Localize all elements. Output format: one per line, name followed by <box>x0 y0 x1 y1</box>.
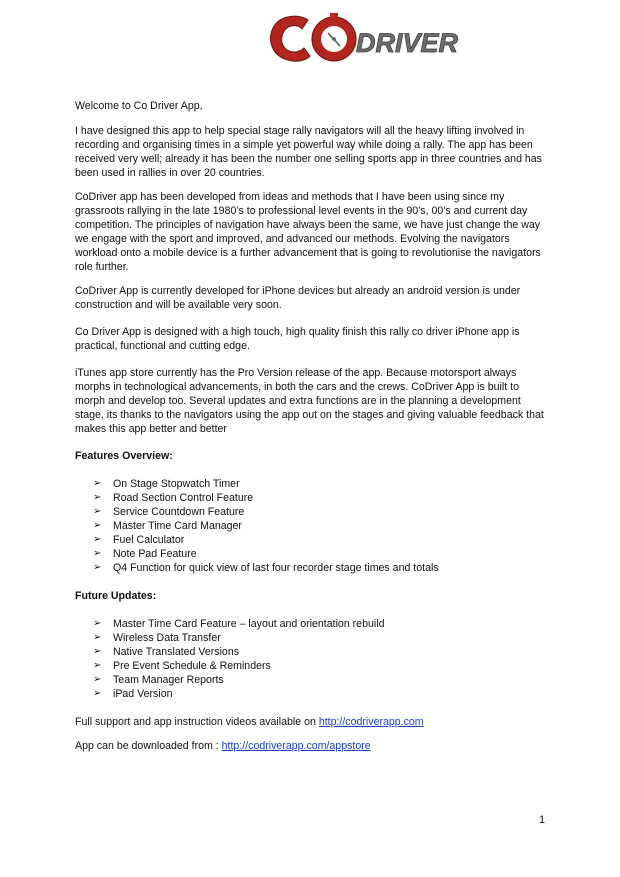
support-link[interactable]: http://codriverapp.com <box>318 716 424 728</box>
arrowhead-bullet-icon: ➢ <box>93 492 102 503</box>
codriver-logo <box>264 6 480 70</box>
arrowhead-bullet-icon: ➢ <box>93 562 102 573</box>
arrowhead-bullet-icon: ➢ <box>93 632 102 643</box>
list-item: ➢ Master Time Card Manager <box>93 520 242 532</box>
paragraph-design: Co Driver App is designed with a high touch, high quality finish this rally co driver iPhone app is practical, functional and cutting edge. <box>75 326 520 352</box>
arrowhead-bullet-icon: ➢ <box>93 660 102 671</box>
arrowhead-bullet-icon: ➢ <box>93 618 102 629</box>
arrowhead-bullet-icon: ➢ <box>93 548 102 559</box>
download-line: App can be downloaded from : http://codriverapp.com/appstore <box>75 740 371 752</box>
arrowhead-bullet-icon: ➢ <box>93 534 102 545</box>
paragraph-intro: I have designed this app to help special stage rally navigators will all the heavy lifting involved in recording and organising times in a simple yet powerful way while doing a rally. The app has been received very well; already it has been the number one selling sports app in three countries and has been used in rallies in over 20 countries. <box>75 125 542 179</box>
page-number: 1 <box>539 814 546 826</box>
arrowhead-bullet-icon: ➢ <box>93 478 102 489</box>
document-body <box>75 99 550 763</box>
list-item: ➢ Wireless Data Transfer <box>93 632 221 644</box>
list-item: ➢ Fuel Calculator <box>93 534 185 546</box>
greeting: Welcome to Co Driver App, <box>75 100 203 112</box>
list-item: ➢ On Stage Stopwatch Timer <box>93 478 240 490</box>
future-updates-list <box>93 617 550 701</box>
list-item: ➢ Q4 Function for quick view of last four recorder stage times and totals <box>93 562 439 574</box>
arrowhead-bullet-icon: ➢ <box>93 688 102 699</box>
list-item: ➢ Master Time Card Feature – layout and orientation rebuild <box>93 618 385 630</box>
features-list <box>93 477 550 575</box>
paragraph-platform: CoDriver App is currently developed for iPhone devices but already an android version is under construction and will be available very soon. <box>75 285 521 311</box>
paragraph-history: CoDriver app has been developed from ideas and methods that I have been using since my grassroots rallying in the late 1980’s to professional level events in the 90’s, 00’s and current day competition. The principles of navigation have always been the same, we have just change the way we engage with the sport and improved, and advanced our methods. Evolving the navigators workload onto a mobile device is a further advancement that is going to revolutionise the navigators role further. <box>75 191 541 273</box>
arrowhead-bullet-icon: ➢ <box>93 646 102 657</box>
list-item: ➢ Native Translated Versions <box>93 646 240 658</box>
list-item: ➢ Service Countdown Feature <box>93 506 245 518</box>
list-item: ➢ Team Manager Reports <box>93 674 224 686</box>
arrowhead-bullet-icon: ➢ <box>93 520 102 531</box>
features-heading: Features Overview: <box>75 450 173 462</box>
download-link[interactable]: http://codriverapp.com/appstore <box>221 740 371 752</box>
list-item: ➢ iPad Version <box>93 688 173 700</box>
arrowhead-bullet-icon: ➢ <box>93 674 102 685</box>
support-line: Full support and app instruction videos available on http://codriverapp.com <box>75 716 424 728</box>
list-item: ➢ Pre Event Schedule & Reminders <box>93 660 271 672</box>
logo-driver-text: DRIVER <box>356 28 459 58</box>
paragraph-itunes: iTunes app store currently has the Pro Version release of the app. Because motorsport always morphs in technological advancements, in both the cars and the crews. CoDriver App is built to morph and develop too. Several updates and extra functions are in the planning a development stage, its thanks to the navigators using the app out on the stages and giving valuable feedback that makes this app better and better <box>75 367 544 435</box>
arrowhead-bullet-icon: ➢ <box>93 506 102 517</box>
list-item: ➢ Road Section Control Feature <box>93 492 254 504</box>
list-item: ➢ Note Pad Feature <box>93 548 197 560</box>
future-updates-heading: Future Updates: <box>75 590 157 602</box>
